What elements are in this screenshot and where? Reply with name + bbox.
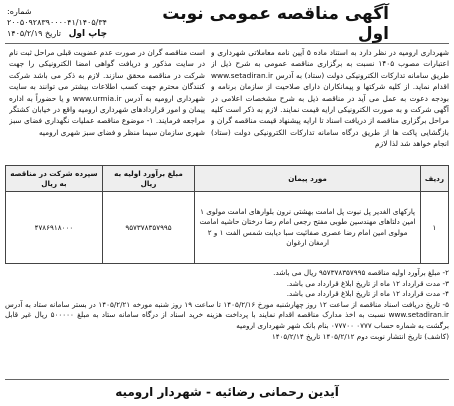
intro-section xyxy=(5,47,449,163)
header-deposit: سپرده شرکت در مناقصه به ریال xyxy=(6,166,103,192)
table-header-row xyxy=(6,166,449,192)
notice-date: تاریخ ۱۴۰۵/۲/۱۹ xyxy=(7,29,61,38)
table-row xyxy=(6,192,449,264)
note-item: ۳- مدت قرارداد ۱۲ ماه از تاریخ ابلاغ قرارداد می باشد. xyxy=(286,278,449,288)
row-idx: ۱ xyxy=(420,192,448,264)
print-badge: چاپ اول xyxy=(68,29,108,39)
note-item: ۵- تاریخ دریافت اسناد مناقصه از ساعت ۱۲ روز چهارشنبه مورخ ۱۴۰۵/۲/۱۶ تا ساعت ۱۹ روز شنبه مورخه ۱۴۰۵/۲/۲۱ در بستر سامانه ستاد به آدرس www.setadiran.ir نسبت به اخذ مدارک مناقصه اقدام نمایند با پرداخت هزینه خرید اسناد از درگاه سامانه ستاد به مبلغ ۵۰۰۰۰۰ ریال غیر قابل برگشت به شماره حساب ۰۷۷۷ ۰۷۷۷۰۰ بنام بانک شهر شهرداری ارومیه xyxy=(5,299,449,330)
header-estimate: مبلغ برآورد اولیه به ریال xyxy=(102,166,194,192)
note-item: ۲- مبلغ برآورد اولیه مناقصه ۹۵۷۳۷۸۳۵۷۹۹۵ ریال می باشد. xyxy=(273,268,449,277)
header-desc: مورد پیمان xyxy=(195,166,421,192)
intro-right-column: شهرداری ارومیه در نظر دارد به استناد ماده ۵ آیین نامه معاملاتی شهرداری و اعتبارات مصوب ۱۴۰۵ نسبت به برگزاری مناقصه عمومی به شرح ذیل از طریق سامانه تدارکات الکترونیکی دولت (ستاد) به آدرس www.setadiran.ir اقدام نماید. از کلیه شرکتها و پیمانکاران دارای صلاحیت از سازمان برنامه و بودجه دعوت به عمل می آید در مناقصه ذیل به شرح مشخصات اعلامی در آگهی شرکت و به صورت الکترونیکی ارایه قیمت نمایند. لازم به ذکر است کلیه مراحل برگزاری مناقصه از دریافت اسناد تا ارایه پیشنهاد قیمت مناقصه گران و بازگشایی پاکت ها از طریق درگاه سامانه تدارکات الکترونیکی دولت (ستاد) انجام خواهد شد لذا لازم xyxy=(211,48,449,149)
notice-number: شماره: ۲۰۰۵۰۹۲۸۳۹۰۰۰۰۴۱/۱۴۰۵/۳۴ xyxy=(7,7,107,27)
notice-header xyxy=(5,4,449,44)
header-idx: ردیف xyxy=(420,166,448,192)
signature-footer xyxy=(5,379,449,403)
mayor-signature: آیدین رحمانی رضائیه - شهردار ارومیه xyxy=(115,384,339,399)
notice-meta xyxy=(7,6,131,40)
note-item: ۴- مدت قرارداد ۱۲ ماه از تاریخ ابلاغ قرارداد می باشد. xyxy=(286,289,449,299)
intro-left-column: است مناقصه گران در صورت عدم عضویت قبلی مراحل ثبت نام در سایت مذکور و دریافت گواهی امضا الکترونیکی را جهت شرکت در مناقصه محقق سازند. لازم به ذکر می باشد شرکت کنندگان محترم جهت کسب اطلاعات بیشتر می توانند به سایت شهرداری ارومیه به آدرس www.urmia.ir و یا حضوراً به اداره پیمان و امور قراردادهای شهرداری ارومیه واقع در خیابان کشتگر مراجعه فرمایند. ۱- موضوع مناقصه عملیات نگهداری فضای سبز شهری سازمان سیما منظر و فضای سبز شهری ارومیه xyxy=(9,48,205,137)
note-item: (کاشف) تاریخ انتشار نوبت دوم ۱۴۰۵/۲/۱۲ تاریخ ۱۴۰۵/۲/۱۴ xyxy=(271,331,449,341)
notice-title: آگهی مناقصه عمومی نوبت اول xyxy=(162,4,389,44)
notes-section xyxy=(5,268,449,342)
row-deposit: ۴۷۸۶۹۱۸۰۰۰ xyxy=(6,192,103,264)
row-desc: پارکهای الغدیر پل نبوت پل امامت بهشتی نرون بلوارهای امامت مولوی ۱ امین دلتاهای مهندسین طوبی مفتح رجعی امام رضا درختان حاشیه امامت مولوی امین امام رضا عصری صفائیت سبا دیابت شمس الفت ۱ و ۲ ارمغان ارغوان xyxy=(195,192,421,264)
row-estimate: ۹۵۷۳۷۸۳۵۷۹۹۵ xyxy=(102,192,194,264)
tender-table xyxy=(5,165,449,264)
